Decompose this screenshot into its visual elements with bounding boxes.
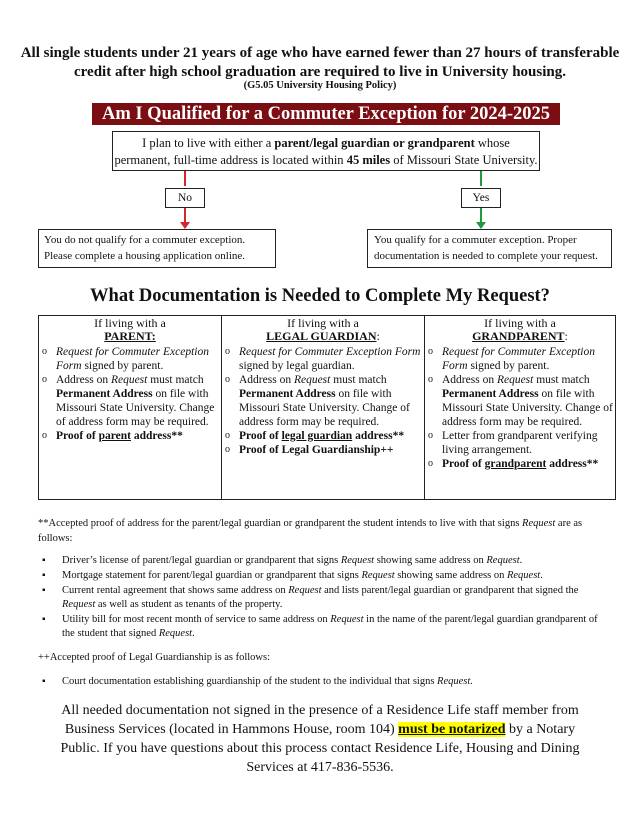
column-subhead: PARENT: <box>104 329 156 343</box>
list-item: o Address on Request must match Permanent Address on file with Missouri State University. Change of address form may be required. <box>222 373 424 429</box>
grandparent-requirements <box>425 345 615 471</box>
plan-text: of Missouri State University. <box>390 153 538 167</box>
list-item: o Address on Request must match Permanent Address on file with Missouri State University. Change of address form may be required. <box>39 373 221 429</box>
list-item: ▪ Current rental agreement that shows same address on Request and lists parent/legal guardian or grandparent that signed the Request as well as student as tenants of the property. <box>38 584 598 612</box>
plan-text: whose permanent, full-time address is located within <box>114 136 510 167</box>
address-proof-intro: **Accepted proof of address for the parent/legal guardian or grandparent the student intends to live with that signs Request are as follows: <box>38 518 583 544</box>
intro-statement: All single students under 21 years of age who have earned fewer than 27 hours of transferable credit after high school graduation are required to live in University housing. <box>20 45 620 80</box>
list-item: o Request for Commuter Exception Form signed by parent. <box>425 345 615 373</box>
yes-result-box: You qualify for a commuter exception. Proper documentation is needed to complete your request. <box>367 229 612 268</box>
guardian-column-header: If living with a LEGAL GUARDIAN: <box>222 316 424 345</box>
column-subhead: LEGAL GUARDIAN <box>266 329 377 343</box>
parent-column-header <box>39 316 221 345</box>
notarized-highlight: must be notarized <box>398 722 506 737</box>
parent-requirements <box>39 345 221 443</box>
list-item: ▪ Mortgage statement for parent/legal guardian or grandparent that signs Request showing same address on Request. <box>38 569 598 583</box>
list-item: o Address on Request must match Permanent Address on file with Missouri State University. Change of address form may be required. <box>425 373 615 429</box>
closing-statement <box>60 701 580 777</box>
guardian-column <box>222 316 425 499</box>
guardian-requirements <box>222 345 424 457</box>
list-item: o Request for Commuter Exception Form signed by legal guardian. <box>222 345 424 373</box>
list-item: o Proof of Legal Guardianship++ <box>222 443 424 457</box>
list-item: o Proof of parent address** <box>39 429 221 443</box>
documentation-table <box>38 315 616 500</box>
list-item: o Proof of grandparent address** <box>425 457 615 471</box>
parent-column <box>39 316 222 499</box>
page-banner: Am I Qualified for a Commuter Exception for 2024-2025 <box>92 103 560 125</box>
list-item: ▪ Utility bill for most recent month of service to same address on Request in the name of the parent/legal guardian grandparent of the student that signed Request. <box>38 613 598 641</box>
guardianship-proof-list <box>38 675 598 689</box>
policy-reference: (G5.05 University Housing Policy) <box>243 80 397 91</box>
list-item: o Request for Commuter Exception Form signed by parent. <box>39 345 221 373</box>
column-head: If living with a <box>287 316 359 330</box>
list-item: o Proof of legal guardian address** <box>222 429 424 443</box>
list-item: ▪ Driver’s license of parent/legal guardian or grandparent that signs Request showing same address on Request. <box>38 554 598 568</box>
closing-text: by a Notary Public. If you have questions about this process contact Residence Life, Housing and Dining Services at 417-836-5536. <box>60 722 580 775</box>
address-proof-list <box>38 554 598 641</box>
plan-distance: 45 miles <box>346 153 391 167</box>
closing-text: All needed documentation not signed in the presence of a Residence Life staff member from Business Services (located in Hammons House, room 104) <box>61 703 579 737</box>
grandparent-column <box>425 316 615 499</box>
grandparent-column-header: If living with a GRANDPARENT: <box>425 316 615 345</box>
column-subhead: GRANDPARENT <box>472 329 565 343</box>
documentation-heading: What Documentation is Needed to Complete My Request? <box>90 286 550 306</box>
list-item: ▪ Court documentation establishing guardianship of the student to the individual that signs Request. <box>38 675 598 689</box>
column-head: If living with a <box>94 316 166 330</box>
no-result-box: You do not qualify for a commuter exception. Please complete a housing application online. <box>38 229 276 268</box>
proof-notes <box>38 516 598 690</box>
plan-text: I plan to live with either a <box>142 136 275 150</box>
guardianship-proof-intro: ++Accepted proof of Legal Guardianship is as follows: <box>38 652 270 663</box>
no-option: No <box>165 188 205 208</box>
yes-option: Yes <box>461 188 501 208</box>
plan-relationship: parent/legal guardian or grandparent <box>274 136 475 150</box>
list-item: o Letter from grandparent verifying living arrangement. <box>425 429 615 457</box>
column-head: If living with a <box>484 316 556 330</box>
